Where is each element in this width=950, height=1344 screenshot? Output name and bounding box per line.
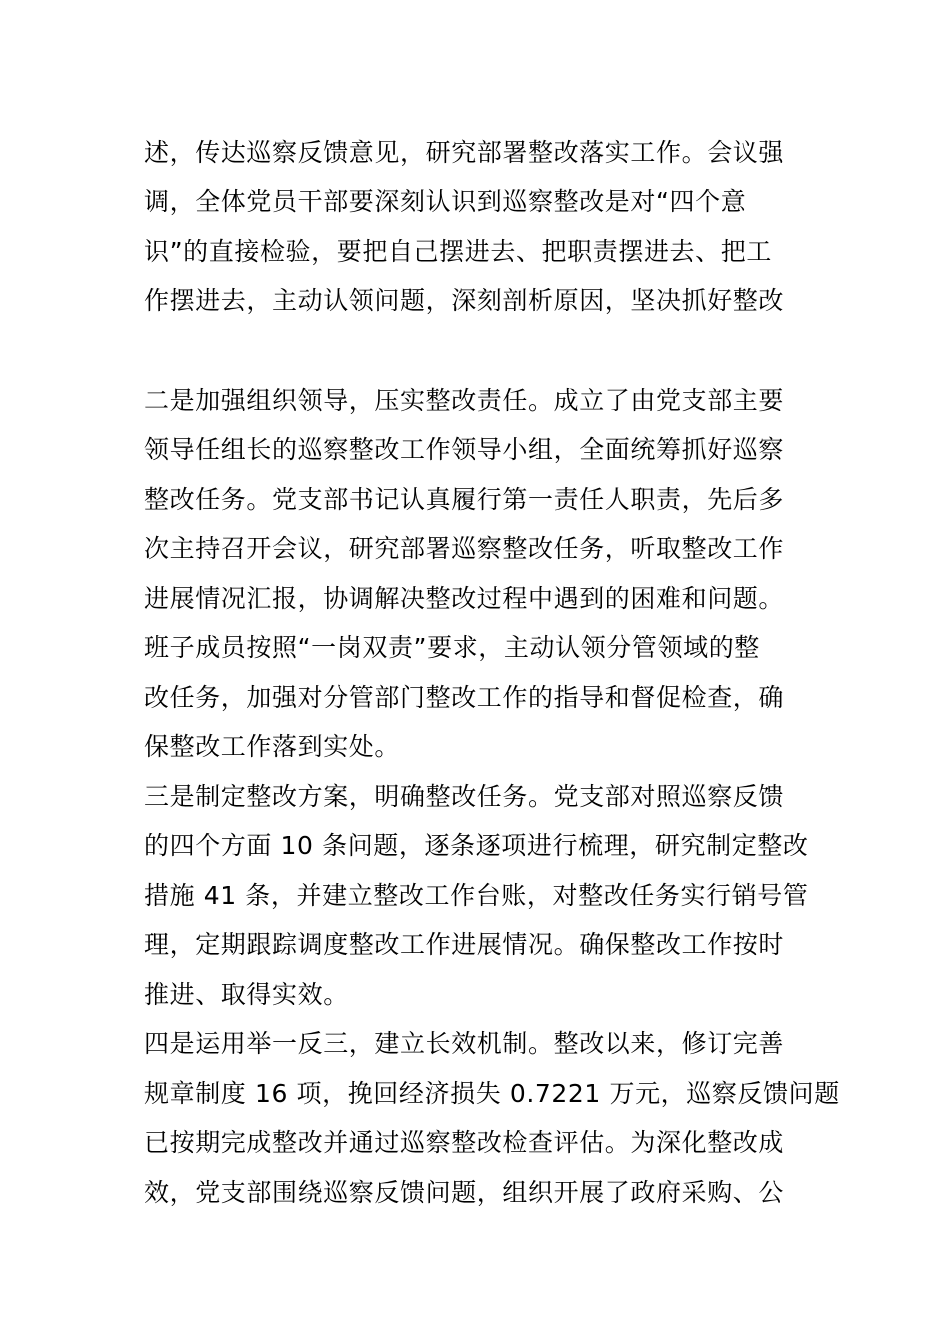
text-line: 整改任务。党支部书记认真履行第一责任人职责，先后多 — [144, 485, 785, 514]
text-line: 三是制定整改方案，明确整改任务。党支部对照巡察反馈 — [144, 782, 785, 811]
text-line: 规章制度 16 项，挽回经济损失 0.7221 万元，巡察反馈问题 — [144, 1079, 840, 1108]
text-line: 作摆进去，主动认领问题，深刻剖析原因，坚决抓好整改 — [144, 286, 785, 315]
text-line: 改任务，加强对分管部门整改工作的指导和督促检查，确 — [144, 683, 785, 712]
text-line: 措施 41 条，并建立整改工作台账，对整改任务实行销号管 — [144, 881, 809, 910]
text-line: 已按期完成整改并通过巡察整改检查评估。为深化整改成 — [144, 1128, 785, 1157]
text-line: 识”的直接检验，要把自己摆进去、把职责摆进去、把工 — [144, 237, 772, 266]
text-line: 述，传达巡察反馈意见，研究部署整改落实工作。会议强 — [144, 138, 785, 167]
text-line: 领导任组长的巡察整改工作领导小组，全面统筹抓好巡察 — [144, 435, 785, 464]
text-line: 次主持召开会议，研究部署巡察整改任务，听取整改工作 — [144, 534, 785, 563]
text-line: 的四个方面 10 条问题，逐条逐项进行梳理，研究制定整改 — [144, 831, 809, 860]
text-line: 效，党支部围绕巡察反馈问题，组织开展了政府采购、公 — [144, 1178, 785, 1207]
text-line: 推进、取得实效。 — [144, 980, 349, 1009]
text-line: 班子成员按照“一岗双责”要求，主动认领分管领域的整 — [144, 633, 760, 662]
text-line: 二是加强组织领导，压实整改责任。成立了由党支部主要 — [144, 386, 785, 415]
text-line: 保整改工作落到实处。 — [144, 732, 401, 761]
text-line: 四是运用举一反三，建立长效机制。整改以来，修订完善 — [144, 1029, 785, 1058]
text-line: 调，全体党员干部要深刻认识到巡察整改是对“四个意 — [144, 187, 747, 216]
text-line: 进展情况汇报，协调解决整改过程中遇到的困难和问题。 — [144, 584, 785, 613]
text-line: 理，定期跟踪调度整改工作进展情况。确保整改工作按时 — [144, 930, 785, 959]
